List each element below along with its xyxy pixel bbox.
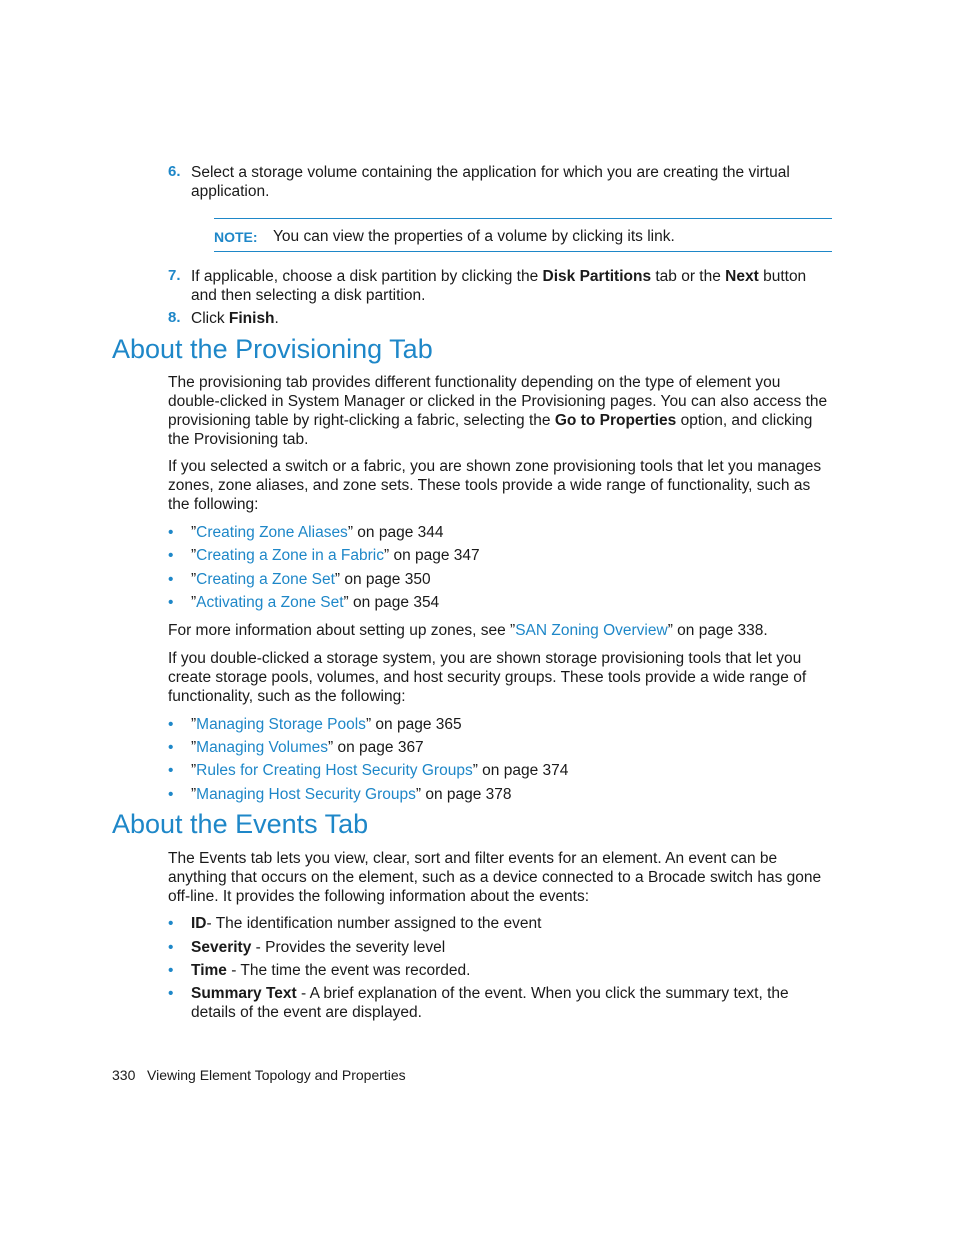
paragraph: For more information about setting up zones, see ”SAN Zoning Overview” on page 338. <box>168 622 768 639</box>
bullet-icon: • <box>168 915 174 932</box>
note-text: You can view the properties of a volume by clicking its link. <box>273 228 675 245</box>
note-label: NOTE: <box>214 229 258 245</box>
link-managing-volumes[interactable]: Managing Volumes <box>196 739 329 756</box>
bullet-icon: • <box>168 762 174 779</box>
link-san-zoning-overview[interactable]: SAN Zoning Overview <box>515 622 668 639</box>
link-managing-host-security-groups[interactable]: Managing Host Security Groups <box>196 786 416 803</box>
page-footer <box>112 1067 406 1083</box>
bullet-icon: • <box>168 786 174 803</box>
link-rules-host-security-groups[interactable]: Rules for Creating Host Security Groups <box>196 762 473 779</box>
link-creating-zone-in-fabric[interactable]: Creating a Zone in a Fabric <box>196 547 384 564</box>
link-creating-zone-aliases[interactable]: Creating Zone Aliases <box>196 524 348 541</box>
bullet-icon: • <box>168 739 174 756</box>
step-text: Select a storage volume containing the application for which you are creating the virtual application. <box>191 164 790 200</box>
step-number: 7. <box>168 267 181 284</box>
paragraph: The Events tab lets you view, clear, sort and filter events for an element. An event can be anything that occurs on the element, such as a device connected to a Brocade switch has gone off-line. It provides the following information about the events: <box>168 850 822 905</box>
bullet-icon: • <box>168 571 174 588</box>
bullet-icon: • <box>168 985 174 1002</box>
paragraph: If you double-clicked a storage system, you are shown storage provisioning tools that let you create storage pools, volumes, and host security groups. These tools provide a wide range of functionality, such as the following: <box>168 650 807 705</box>
step-number: 6. <box>168 163 181 180</box>
paragraph: If you selected a switch or a fabric, you are shown zone provisioning tools that let you manages zones, zone aliases, and zone sets. These tools provide a wide range of functionality, such as the following: <box>168 458 822 513</box>
field-term: Time <box>191 962 227 979</box>
bullet-icon: • <box>168 716 174 733</box>
paragraph: The provisioning tab provides different functionality depending on the type of element you double-clicked in System Manager or clicked in the Provisioning pages. You can also access the provisioning table by right-clicking a fabric, selecting the Go to Properties option, and clicking the Provisioning tab. <box>168 374 828 448</box>
ui-term: Next <box>725 268 759 285</box>
step-number: 8. <box>168 309 181 326</box>
bullet-icon: • <box>168 594 174 611</box>
field-term: ID <box>191 915 207 932</box>
field-term: Severity <box>191 939 252 956</box>
link-activating-zone-set[interactable]: Activating a Zone Set <box>196 594 344 611</box>
page-number: 330 <box>112 1067 136 1083</box>
link-creating-zone-set[interactable]: Creating a Zone Set <box>196 571 335 588</box>
list-item: • Summary Text - A brief explanation of the event. When you click the summary text, the details of the event are displayed. <box>168 985 789 1021</box>
bullet-icon: • <box>168 962 174 979</box>
ui-term: Disk Partitions <box>542 268 652 285</box>
section-heading: About the Events Tab <box>112 809 369 839</box>
ui-term: Finish <box>228 310 275 327</box>
ui-term: Go to Properties <box>554 412 677 429</box>
link-managing-storage-pools[interactable]: Managing Storage Pools <box>196 716 366 733</box>
bullet-icon: • <box>168 939 174 956</box>
step-text: Click Finish. <box>191 310 279 327</box>
bullet-icon: • <box>168 524 174 541</box>
field-term: Summary Text <box>191 985 297 1002</box>
bullet-icon: • <box>168 547 174 564</box>
section-heading: About the Provisioning Tab <box>112 334 433 364</box>
chapter-title: Viewing Element Topology and Properties <box>147 1067 406 1083</box>
note-box <box>214 218 832 252</box>
step-text: If applicable, choose a disk partition by clicking the Disk Partitions tab or the Next button and then selecting a disk partition. <box>191 268 807 304</box>
